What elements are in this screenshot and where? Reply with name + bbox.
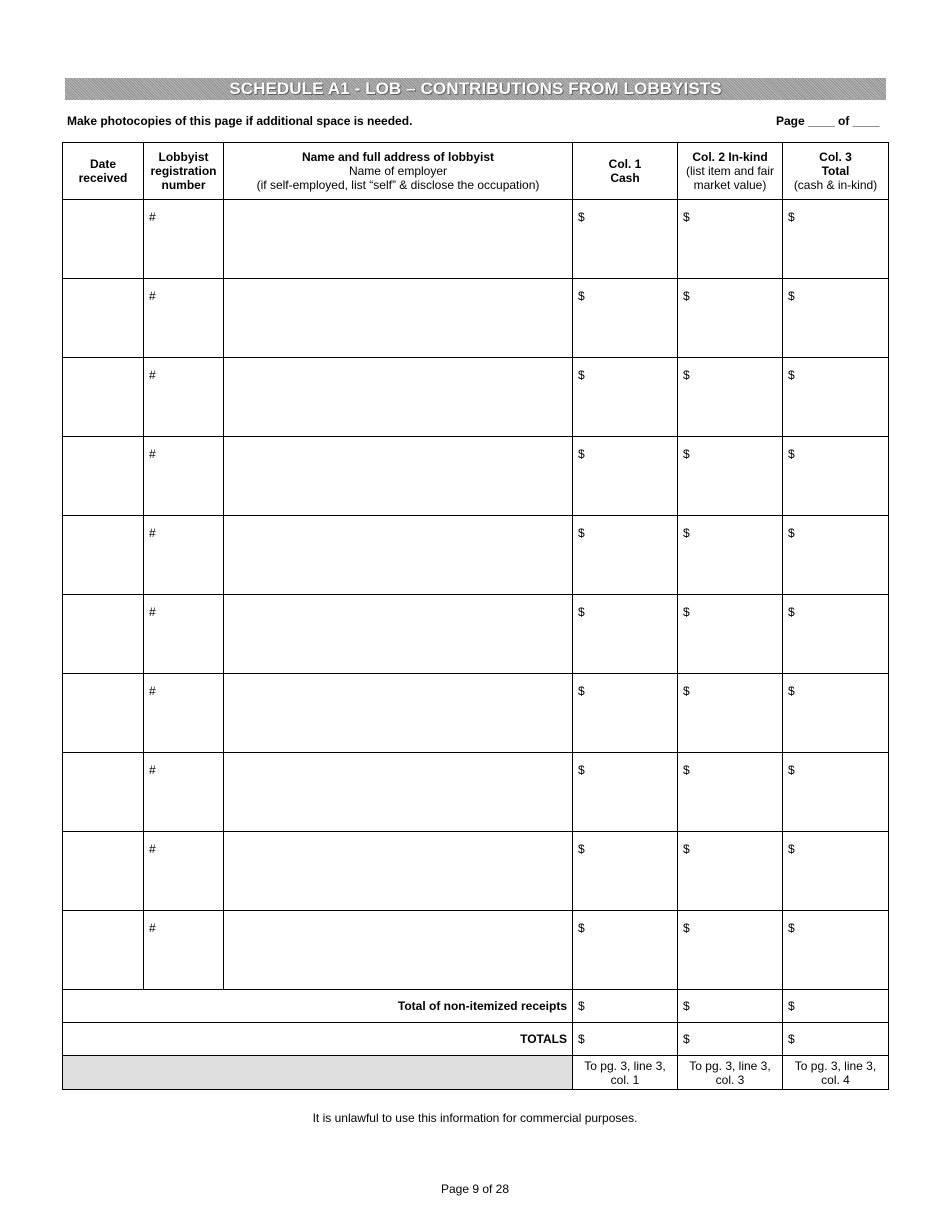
carry-over-row bbox=[63, 1056, 889, 1090]
registration-number-cell[interactable] bbox=[144, 753, 224, 832]
header-reg-line1: Lobbyist bbox=[158, 150, 209, 164]
schedule-title: SCHEDULE A1 - LOB – CONTRIBUTIONS FROM LOBBYISTS bbox=[229, 79, 722, 98]
inkind-cell[interactable] bbox=[678, 358, 783, 437]
total-cell[interactable] bbox=[783, 595, 889, 674]
total-cell[interactable] bbox=[783, 437, 889, 516]
dollar-sign: $ bbox=[683, 684, 690, 698]
dollar-sign: $ bbox=[578, 921, 585, 935]
carry-col3-line1: To pg. 3, line 3, bbox=[794, 1058, 877, 1073]
dollar-sign: $ bbox=[578, 447, 585, 461]
name-address-cell[interactable] bbox=[224, 753, 573, 832]
inkind-cell[interactable] bbox=[678, 437, 783, 516]
dollar-sign: $ bbox=[683, 526, 690, 540]
inkind-cell[interactable] bbox=[678, 832, 783, 911]
header-col2-inkind bbox=[678, 143, 783, 200]
dollar-sign: $ bbox=[578, 999, 585, 1013]
page-number: Page 9 of 28 bbox=[440, 1182, 510, 1196]
cash-cell[interactable] bbox=[573, 595, 678, 674]
number-sign: # bbox=[149, 289, 156, 303]
table-row bbox=[63, 832, 889, 911]
header-col1-line1: Col. 1 bbox=[608, 157, 642, 171]
registration-number-cell[interactable] bbox=[144, 358, 224, 437]
dollar-sign: $ bbox=[683, 1032, 690, 1046]
contributions-table bbox=[62, 142, 889, 1090]
table-header-row bbox=[63, 143, 889, 200]
number-sign: # bbox=[149, 447, 156, 461]
table-row bbox=[63, 595, 889, 674]
cash-cell[interactable] bbox=[573, 832, 678, 911]
dollar-sign: $ bbox=[578, 684, 585, 698]
table-row bbox=[63, 437, 889, 516]
name-address-cell[interactable] bbox=[224, 595, 573, 674]
non-itemized-inkind-cell[interactable] bbox=[678, 990, 783, 1023]
header-col1-line2: Cash bbox=[610, 171, 640, 185]
inkind-cell[interactable] bbox=[678, 911, 783, 990]
name-address-cell[interactable] bbox=[224, 832, 573, 911]
inkind-cell[interactable] bbox=[678, 279, 783, 358]
table-row bbox=[63, 516, 889, 595]
carry-col3-line2: col. 4 bbox=[821, 1072, 850, 1087]
dollar-sign: $ bbox=[578, 605, 585, 619]
table-row bbox=[63, 279, 889, 358]
shaded-blank-cell bbox=[63, 1056, 573, 1090]
dollar-sign: $ bbox=[683, 842, 690, 856]
dollar-sign: $ bbox=[578, 368, 585, 382]
non-itemized-cash-cell[interactable] bbox=[573, 990, 678, 1023]
dollar-sign: $ bbox=[788, 1032, 795, 1046]
date-received-cell[interactable] bbox=[63, 832, 144, 911]
dollar-sign: $ bbox=[788, 289, 795, 303]
total-cell[interactable] bbox=[783, 516, 889, 595]
dollar-sign: $ bbox=[788, 526, 795, 540]
registration-number-cell[interactable] bbox=[144, 595, 224, 674]
totals-total-cell[interactable] bbox=[783, 1023, 889, 1056]
header-name-address bbox=[224, 143, 573, 200]
total-cell[interactable] bbox=[783, 832, 889, 911]
dollar-sign: $ bbox=[788, 684, 795, 698]
number-sign: # bbox=[149, 368, 156, 382]
commercial-use-notice: It is unlawful to use this information for commercial purposes. bbox=[312, 1111, 638, 1125]
dollar-sign: $ bbox=[788, 763, 795, 777]
number-sign: # bbox=[149, 210, 156, 224]
carry-col2 bbox=[678, 1056, 783, 1090]
date-received-cell[interactable] bbox=[63, 516, 144, 595]
header-registration-number bbox=[144, 143, 224, 200]
dollar-sign: $ bbox=[788, 605, 795, 619]
dollar-sign: $ bbox=[788, 210, 795, 224]
totals-label: TOTALS bbox=[63, 1023, 573, 1056]
header-col3-total bbox=[783, 143, 889, 200]
number-sign: # bbox=[149, 842, 156, 856]
photocopy-note: Make photocopies of this page if additional space is needed. bbox=[67, 114, 413, 128]
name-address-cell[interactable] bbox=[224, 437, 573, 516]
total-cell[interactable] bbox=[783, 674, 889, 753]
header-col3-line2: Total bbox=[821, 164, 850, 178]
dollar-sign: $ bbox=[683, 763, 690, 777]
page-of-field[interactable]: Page ____ of ____ bbox=[776, 114, 880, 128]
date-received-cell[interactable] bbox=[63, 358, 144, 437]
table-row bbox=[63, 674, 889, 753]
table-row bbox=[63, 358, 889, 437]
header-name-line1: Name and full address of lobbyist bbox=[301, 150, 495, 164]
dollar-sign: $ bbox=[788, 999, 795, 1013]
carry-col2-line1: To pg. 3, line 3, bbox=[689, 1058, 771, 1073]
header-reg-line3: number bbox=[161, 178, 206, 192]
date-received-cell[interactable] bbox=[63, 674, 144, 753]
name-address-cell[interactable] bbox=[224, 358, 573, 437]
date-received-cell[interactable] bbox=[63, 437, 144, 516]
number-sign: # bbox=[149, 684, 156, 698]
totals-inkind-cell[interactable] bbox=[678, 1023, 783, 1056]
cash-cell[interactable] bbox=[573, 674, 678, 753]
number-sign: # bbox=[149, 605, 156, 619]
inkind-cell[interactable] bbox=[678, 595, 783, 674]
header-date-line2: received bbox=[78, 171, 128, 185]
registration-number-cell[interactable] bbox=[144, 832, 224, 911]
number-sign: # bbox=[149, 526, 156, 540]
header-reg-line2: registration bbox=[150, 164, 217, 178]
dollar-sign: $ bbox=[683, 368, 690, 382]
dollar-sign: $ bbox=[788, 447, 795, 461]
inkind-cell[interactable] bbox=[678, 753, 783, 832]
header-col2-line1: Col. 2 In-kind bbox=[692, 150, 768, 164]
registration-number-cell[interactable] bbox=[144, 516, 224, 595]
dollar-sign: $ bbox=[578, 526, 585, 540]
dollar-sign: $ bbox=[683, 210, 690, 224]
carry-col2-line2: col. 3 bbox=[715, 1072, 745, 1087]
date-received-cell[interactable] bbox=[63, 753, 144, 832]
name-address-cell[interactable] bbox=[224, 911, 573, 990]
header-name-line3: (if self-employed, list “self” & disclose the occupation) bbox=[256, 178, 540, 192]
dollar-sign: $ bbox=[578, 289, 585, 303]
cash-cell[interactable] bbox=[573, 437, 678, 516]
carry-col3 bbox=[783, 1056, 889, 1090]
cash-cell[interactable] bbox=[573, 753, 678, 832]
header-col2-line3: market value) bbox=[693, 178, 767, 192]
total-cell[interactable] bbox=[783, 358, 889, 437]
totals-row bbox=[63, 1023, 889, 1056]
dollar-sign: $ bbox=[578, 210, 585, 224]
table-row bbox=[63, 911, 889, 990]
dollar-sign: $ bbox=[788, 368, 795, 382]
name-address-cell[interactable] bbox=[224, 516, 573, 595]
header-col3-line3: (cash & in-kind) bbox=[793, 178, 878, 192]
carry-col1-line1: To pg. 3, line 3, bbox=[584, 1058, 666, 1073]
cash-cell[interactable] bbox=[573, 279, 678, 358]
dollar-sign: $ bbox=[683, 605, 690, 619]
dollar-sign: $ bbox=[788, 921, 795, 935]
non-itemized-row bbox=[63, 990, 889, 1023]
registration-number-cell[interactable] bbox=[144, 279, 224, 358]
header-name-line2: Name of employer bbox=[348, 164, 448, 178]
name-address-cell[interactable] bbox=[224, 279, 573, 358]
header-date-line1: Date bbox=[89, 157, 116, 171]
header-col1-cash bbox=[573, 143, 678, 200]
name-address-cell[interactable] bbox=[224, 674, 573, 753]
table-row bbox=[63, 200, 889, 279]
total-cell[interactable] bbox=[783, 753, 889, 832]
name-address-cell[interactable] bbox=[224, 200, 573, 279]
dollar-sign: $ bbox=[578, 763, 585, 777]
date-received-cell[interactable] bbox=[63, 595, 144, 674]
registration-number-cell[interactable] bbox=[144, 200, 224, 279]
header-col2-line2: (list item and fair bbox=[685, 164, 775, 178]
total-cell[interactable] bbox=[783, 279, 889, 358]
date-received-cell[interactable] bbox=[63, 279, 144, 358]
registration-number-cell[interactable] bbox=[144, 674, 224, 753]
registration-number-cell[interactable] bbox=[144, 911, 224, 990]
number-sign: # bbox=[149, 921, 156, 935]
cash-cell[interactable] bbox=[573, 358, 678, 437]
total-cell[interactable] bbox=[783, 200, 889, 279]
non-itemized-label: Total of non-itemized receipts bbox=[63, 990, 573, 1023]
cash-cell[interactable] bbox=[573, 200, 678, 279]
dollar-sign: $ bbox=[683, 289, 690, 303]
dollar-sign: $ bbox=[788, 842, 795, 856]
carry-col1 bbox=[573, 1056, 678, 1090]
total-cell[interactable] bbox=[783, 911, 889, 990]
date-received-cell[interactable] bbox=[63, 911, 144, 990]
cash-cell[interactable] bbox=[573, 516, 678, 595]
number-sign: # bbox=[149, 763, 156, 777]
dollar-sign: $ bbox=[683, 999, 690, 1013]
non-itemized-total-cell[interactable] bbox=[783, 990, 889, 1023]
dollar-sign: $ bbox=[683, 447, 690, 461]
dollar-sign: $ bbox=[578, 1032, 585, 1046]
registration-number-cell[interactable] bbox=[144, 437, 224, 516]
carry-col1-line2: col. 1 bbox=[610, 1072, 640, 1087]
cash-cell[interactable] bbox=[573, 911, 678, 990]
header-col3-line1: Col. 3 bbox=[819, 150, 852, 164]
table-row bbox=[63, 753, 889, 832]
date-received-cell[interactable] bbox=[63, 200, 144, 279]
dollar-sign: $ bbox=[683, 921, 690, 935]
dollar-sign: $ bbox=[578, 842, 585, 856]
header-date-received bbox=[63, 143, 144, 200]
inkind-cell[interactable] bbox=[678, 516, 783, 595]
inkind-cell[interactable] bbox=[678, 200, 783, 279]
totals-cash-cell[interactable] bbox=[573, 1023, 678, 1056]
schedule-title-bar bbox=[65, 78, 886, 100]
inkind-cell[interactable] bbox=[678, 674, 783, 753]
